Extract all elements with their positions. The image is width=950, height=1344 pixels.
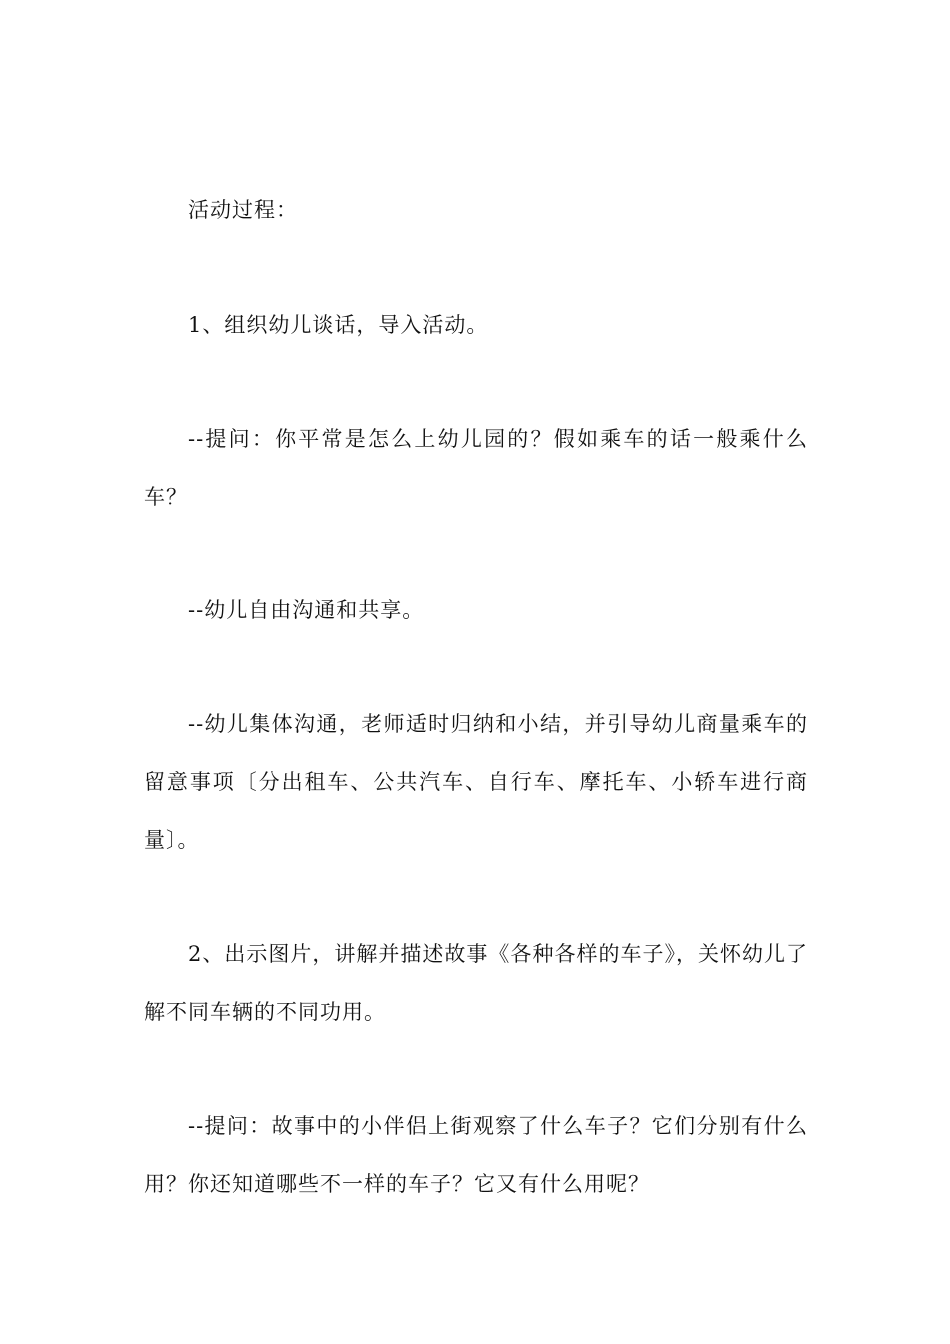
paragraph-step-1: 1、组织幼儿谈话，导入活动。	[188, 313, 489, 337]
paragraph-question-2: --提问：故事中的小伴侣上街观察了什么车子？它们分别有什么用？你还知道哪些不一样的车子？它又有什么用呢？	[144, 1114, 808, 1196]
paragraph-free-communication: --幼儿自由沟通和共享。	[188, 598, 425, 622]
paragraph-step-2: 2、出示图片，讲解并描述故事《各种各样的车子》，关怀幼儿了解不同车辆的不同功用。	[144, 942, 808, 1024]
paragraph-question-1: --提问：你平常是怎么上幼儿园的？假如乘车的话一般乘什么车？	[144, 427, 808, 509]
paragraph-group-communication: --幼儿集体沟通，老师适时归纳和小结，并引导幼儿商量乘车的留意事项〔分出租车、公共汽车、自行车、摩托车、小轿车进行商量〕。	[144, 712, 808, 852]
section-heading-activity-process: 活动过程：	[188, 198, 298, 222]
